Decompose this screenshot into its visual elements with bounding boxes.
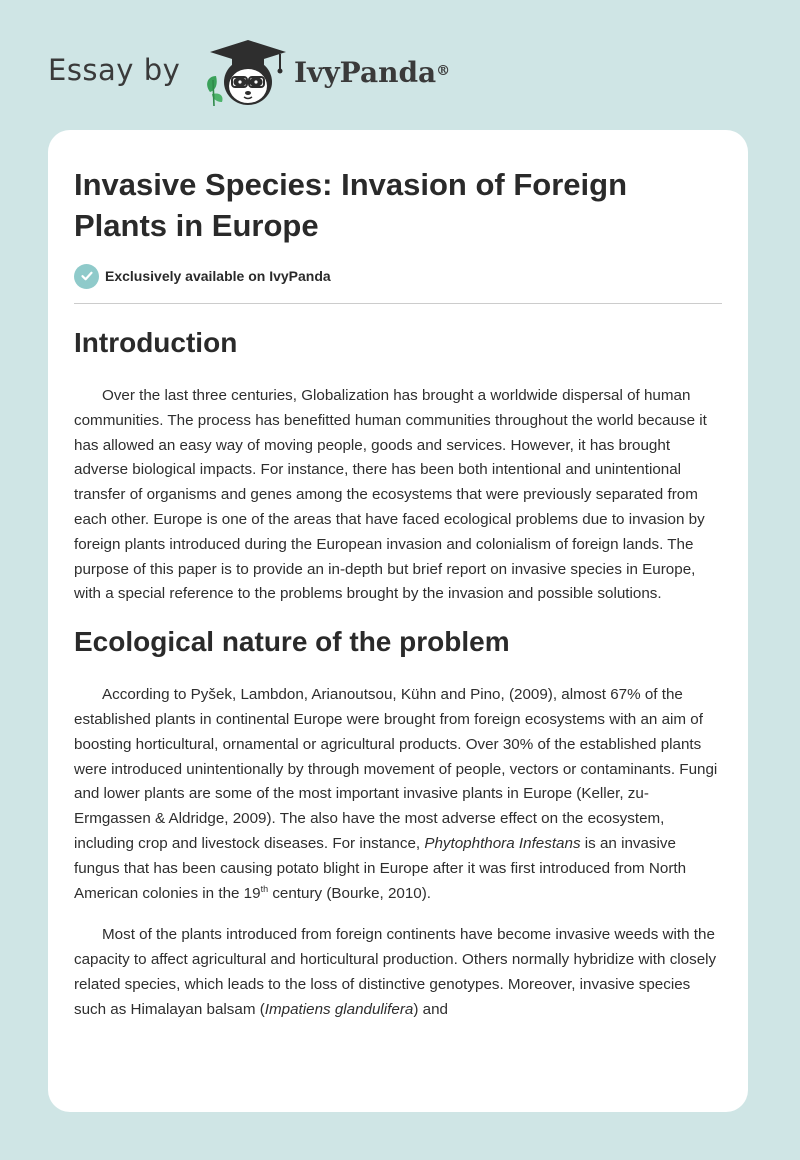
paragraph-text: According to Pyšek, Lambdon, Arianoutsou, Kühn and Pino, (2009), almost 67% of the established plants in continental Europe were brought from foreign ecosystems with an aim of boosting horticultural, ornamental or agricultural products. Over 30% of the established plants were introduced unintentionally by through movement of people, vectors or contaminants. Fungi and lower plants are some of the most important invasive plants in Europe (Keller, zu-Ermgassen & Aldridge, 2009). The also have the most adverse effect on the ecosystem, including crop and livestock diseases. For instance,: [74, 686, 718, 852]
panda-graduate-icon[interactable]: [200, 36, 290, 110]
article-card: [48, 130, 748, 1112]
exclusive-badge: [74, 263, 331, 289]
registered-mark: ®: [436, 63, 451, 79]
paragraph-text: is an invasive fungus that has been causing potato blight in Europe after it was first introduced from North American colonies in the 19: [74, 834, 687, 902]
species-name: Phytophthora Infestans: [424, 834, 581, 852]
brand-name[interactable]: [294, 53, 450, 93]
species-name: Impatiens glandulifera: [264, 1000, 414, 1018]
section-heading-ecological: Ecological nature of the problem: [74, 626, 510, 658]
paragraph: [74, 683, 724, 906]
badge-label: Exclusively available on IvyPanda: [105, 268, 331, 284]
ordinal-suffix: th: [260, 883, 269, 894]
divider: [74, 303, 722, 304]
paragraph-text: ) and: [413, 1000, 448, 1018]
paragraph: Over the last three centuries, Globalization has brought a worldwide dispersal of human communities. The process has benefitted human communities throughout the world because it has allowed an easy way of moving people, goods and services. However, it has brought adverse biological impacts. For instance, there has been both intentional and unintentional transfer of organisms and genes among the ecosystems that were previously separated from each other. Europe is one of the areas that have faced ecological problems due to invasion by foreign plants introduced during the European invasion and colonialism of foreign lands. The purpose of this paper is to provide an in-depth but brief report on invasive species in Europe, with a special reference to the problems brought by the invasion and possible solutions.: [74, 387, 707, 603]
essay-by-label: Essay by: [48, 53, 181, 87]
page-title: Invasive Species: Invasion of Foreign Plants in Europe: [74, 167, 628, 243]
brand-text: IvyPanda: [294, 56, 437, 89]
article-body: [74, 322, 724, 1023]
site-header: [0, 0, 800, 130]
paragraph-text: century (Bourke, 2010).: [268, 884, 432, 902]
paragraph: [74, 923, 724, 1022]
section-heading-introduction: Introduction: [74, 327, 238, 358]
check-circle-icon: [74, 264, 99, 289]
paragraph-text: Most of the plants introduced from foreign continents have become invasive weeds with the capacity to affect agricultural and horticultural production. Others normally hybridize with closely related species, which leads to the loss of distinctive genotypes. Moreover, invasive species such as Himalayan balsam (: [74, 926, 717, 1018]
